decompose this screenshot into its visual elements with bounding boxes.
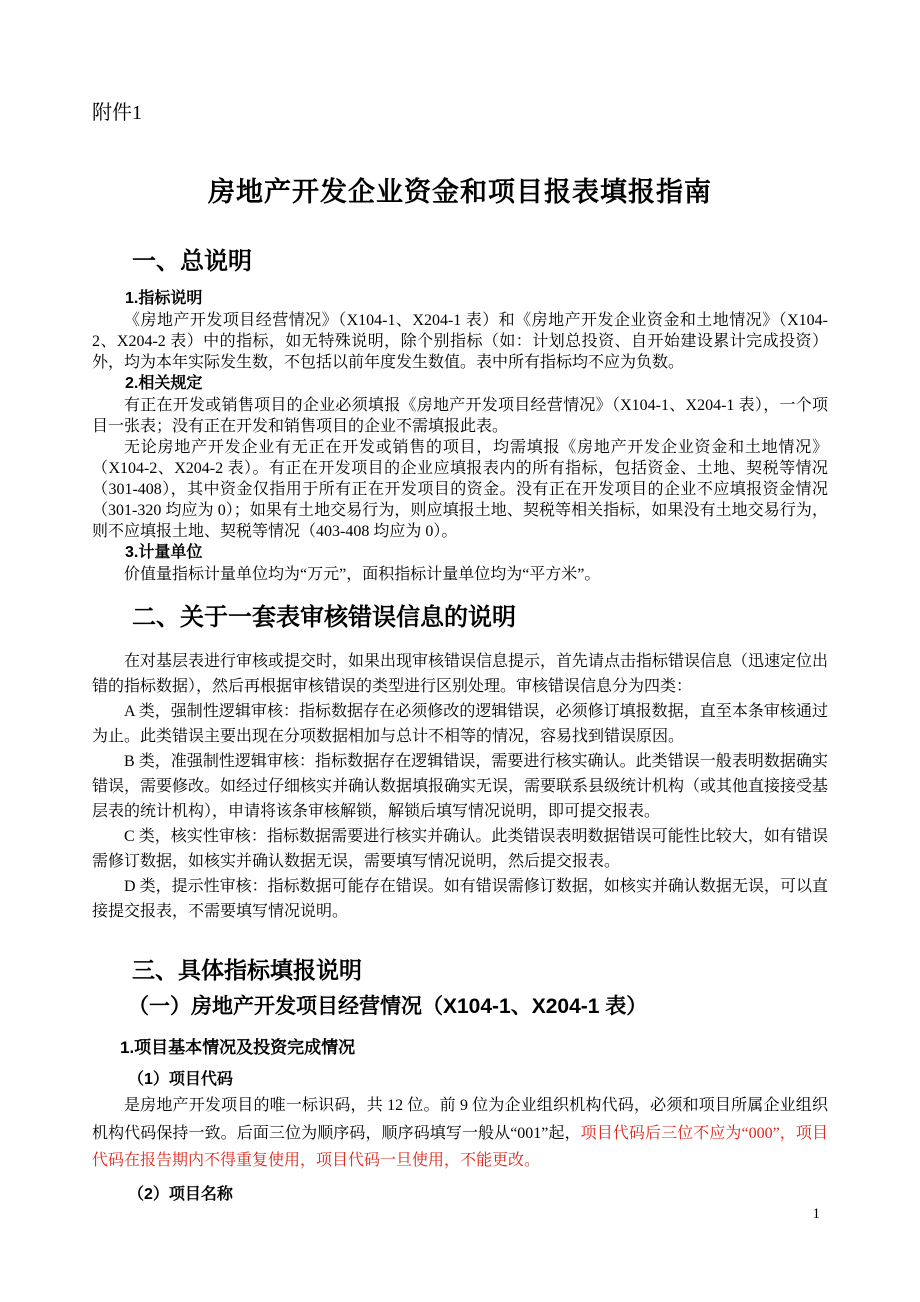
section1-sub1-text: 《房地产开发项目经营情况》（X104-1、X204-1 表）和《房地产开发企业资金和土地情况》（X104-2、X204-2 表）中的指标，如无特殊说明，除个别指标（如：计划总投资、自开始建设累计完成投资）外，均为本年实际发生数，不包括以前年度发生数值。表中所有指标均不应为负数。 — [92, 312, 828, 371]
section1-sub3-text: 价值量指标计量单位均为“万元”，面积指标计量单位均为“平方米”。 — [124, 566, 601, 583]
section2-class-c: C 类，核实性审核：指标数据需要进行核实并确认。此类错误表明数据错误可能性比较大，如有错误需修订数据，如核实并确认数据无误，需要填写情况说明，然后提交报表。 — [92, 828, 828, 870]
section1-sub2-para1: 有正在开发或销售项目的企业必须填报《房地产开发项目经营情况》（X104-1、X204-1 表），一个项目一张表；没有正在开发和销售项目的企业不需填报此表。 — [92, 397, 828, 435]
project-code-text-black: 是房地产开发项目的唯一标识码，共 12 位。前 9 位为企业组织机构代码，必须和项目所属企业组织机构代码保持一致。后面三位为顺序码，顺序码填写一般从“001”起， — [92, 1097, 828, 1142]
section2-class-d: D 类，提示性审核：指标数据可能存在错误。如有错误需修订数据，如核实并确认数据无误，可以直接提交报表，不需要填写情况说明。 — [92, 878, 828, 920]
section3-item1-1-body — [92, 1092, 828, 1175]
section2-class-b: B 类，准强制性逻辑审核：指标数据存在逻辑错误，需要进行核实确认。此类错误一般表明数据确实错误，需要修改。如经过仔细核实并确认数据填报确实无误，需要联系县级统计机构（或其他直接接受基层表的统计机构），申请将该条审核解锁，解锁后填写情况说明，即可提交报表。 — [92, 753, 829, 820]
attachment-label: 附件1 — [92, 102, 142, 124]
project-code-text-red: 项目代码后三位不应为“000”，项目代码在报告期内不得重复使用，项目代码一旦使用，不能更改。 — [92, 1124, 828, 1169]
page-number: 1 — [812, 1206, 820, 1222]
section1-sub2-para2: 无论房地产开发企业有无正在开发或销售的项目，均需填报《房地产开发企业资金和土地情况》（X104-2、X204-2 表）。有正在开发项目的企业应填报表内的所有指标，包括资金、土地、契税等情况（301-408），其中资金仅指用于所有正在开发项目的资金。没有正在开发项目的企业不应填报资金情况（301-320 均应为 0）；如果有土地交易行为，则应填报土地、契税等相关指标，如果没有土地交易行为，则不应填报土地、契税等情况（403-408 均应为 0）。 — [92, 439, 828, 540]
section3-sub1-heading: （一）房地产开发项目经营情况（X104-1、X204-1 表） — [128, 995, 648, 1018]
section3-item1-2-heading: （2）项目名称 — [128, 1185, 233, 1203]
section2-class-a: A 类，强制性逻辑审核：指标数据存在必须修改的逻辑错误，必须修订填报数据，直至本条审核通过为止。此类错误主要出现在分项数据相加与总计不相等的情况，容易找到错误原因。 — [92, 703, 828, 745]
section2-heading: 二、关于一套表审核错误信息的说明 — [132, 604, 516, 631]
section1-sub3-heading: 3.计量单位 — [125, 544, 203, 561]
section2-intro: 在对基层表进行审核或提交时，如果出现审核错误信息提示，首先请点击指标错误信息（迅速定位出错的指标数据），然后再根据审核错误的类型进行区别处理。审核错误信息分为四类： — [92, 653, 829, 695]
section3-heading: 三、具体指标填报说明 — [132, 957, 362, 983]
section3-item1-1-heading: （1）项目代码 — [128, 1071, 233, 1088]
section1-heading: 一、总说明 — [132, 248, 252, 275]
document-title: 房地产开发企业资金和项目报表填报指南 — [208, 177, 712, 207]
section1-sub2-heading: 2.相关规定 — [125, 375, 203, 392]
section1-sub1-heading: 1.指标说明 — [125, 290, 203, 307]
section3-item1-heading: 1.项目基本情况及投资完成情况 — [120, 1038, 356, 1057]
